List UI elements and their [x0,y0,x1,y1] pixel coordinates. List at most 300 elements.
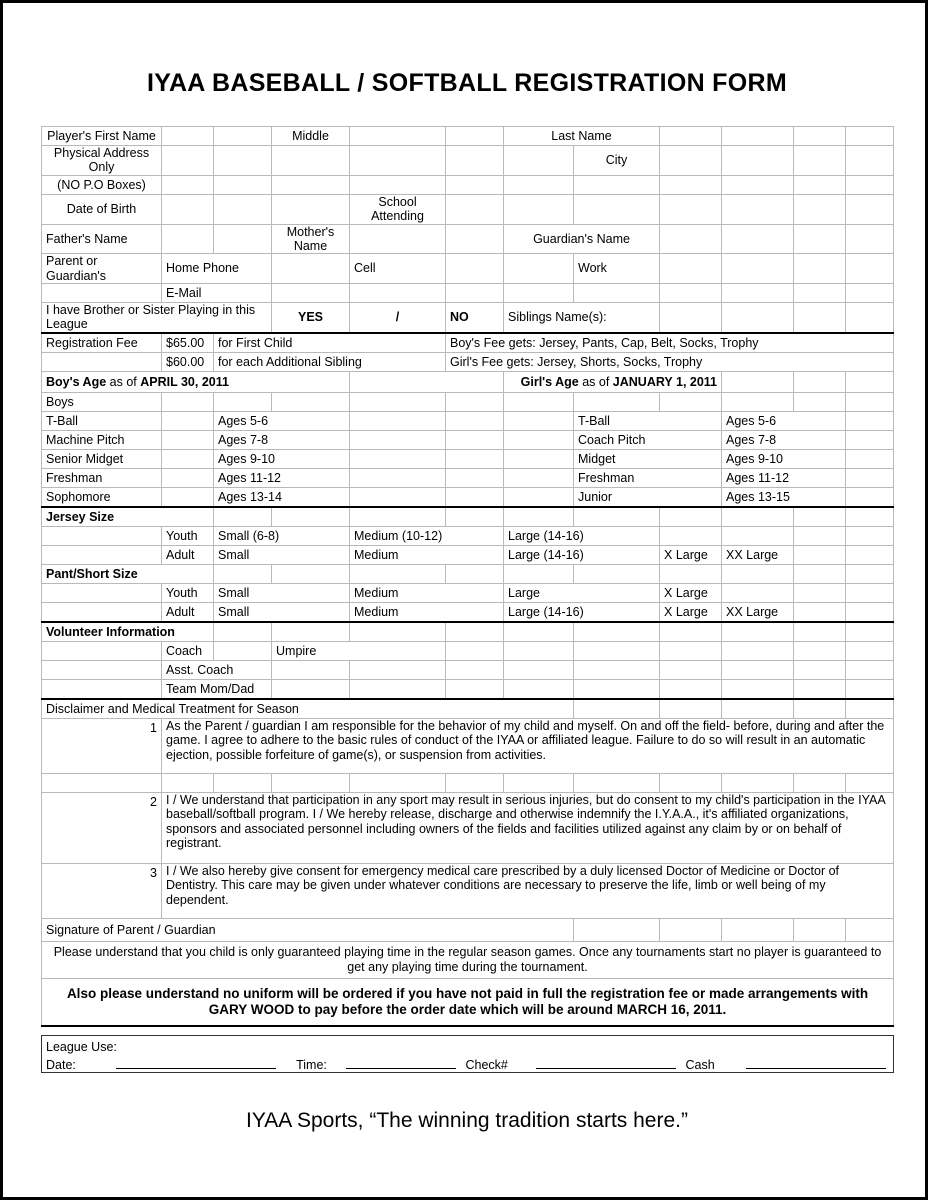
cell-input[interactable] [446,254,504,284]
pant-youth-xxl[interactable] [722,583,794,602]
jersey-youth-group: Youth [162,526,214,545]
boys-sub-pad1 [162,392,214,411]
work-input-4[interactable] [846,254,894,284]
city2-input-4[interactable] [846,175,894,194]
pant-youth-pad2 [794,583,846,602]
pant-adult-medium[interactable]: Medium [350,602,504,622]
girls-division-name[interactable]: T-Ball [574,411,722,430]
last-name-input-4[interactable] [846,127,894,146]
guardian-input[interactable] [660,224,722,254]
pant-head-pad9 [794,564,846,583]
disclaimer-text-1: As the Parent / guardian I am responsible for the behavior of my child and myself. On and off the field- before, during and after the game. I agree to adhere to the basic rules of conduct of the IYAA or affiliated league. Failure to do so will result in an automatic ejection, possible forfeiture of game(s), or suspension from activities. [162,718,894,773]
school-input[interactable] [446,194,504,224]
city-label-spacer [574,175,660,194]
pant-head-pad2 [272,564,350,583]
city-input-3[interactable] [794,146,846,176]
girls-division-name-4[interactable]: Freshman [574,468,722,487]
email-input-3[interactable] [446,284,504,303]
jersey-adult-group: Adult [162,545,214,564]
guardian-input-3[interactable] [794,224,846,254]
pant-youth-small[interactable]: Small [214,583,350,602]
address2-input-2[interactable] [214,175,272,194]
boys-division-checkbox[interactable] [162,411,214,430]
jersey-youth-pad [42,526,162,545]
vol-asst-pad2 [350,660,446,679]
age-heading-gap [350,371,504,392]
jersey-youth-small[interactable]: Small (6-8) [214,526,350,545]
dob-input-2[interactable] [214,194,272,224]
guardian-input-4[interactable] [846,224,894,254]
sig-input-3[interactable] [722,918,794,941]
jersey-head-pad9 [794,507,846,527]
boys-division-checkbox-5[interactable] [162,487,214,507]
sibling-text: for each Additional Sibling [214,352,446,371]
boys-sub-pad2 [214,392,272,411]
city2-input-2[interactable] [722,175,794,194]
disc-gap-10 [722,773,794,792]
pant-adult-xl[interactable]: X Large [660,602,722,622]
table-row-dob [42,194,894,224]
sig-input-1[interactable] [574,918,660,941]
vol-head-pad3 [350,622,446,642]
table-row-division-1 [42,411,894,430]
div5-pad2 [446,487,504,507]
boys-age-heading: Boy's Age as of APRIL 30, 2011 [42,371,350,392]
email-label: E-Mail [162,284,272,303]
email-input-6[interactable] [660,284,722,303]
siblings-names-label: Siblings Name(s): [504,303,660,333]
mother-input-2[interactable] [446,224,504,254]
pant-youth-group: Youth [162,583,214,602]
div3-pad2 [446,449,504,468]
vol-coach-pad6 [722,641,794,660]
boys-sub-pad9 [722,392,794,411]
home-phone-label: Home Phone [162,254,272,284]
girls-age-heading-pad [722,371,794,392]
vol-mom-pad4 [504,679,574,699]
table-row-pant-adult [42,602,894,622]
siblings-names-input-2[interactable] [722,303,794,333]
disc-head-pad5 [846,699,894,719]
league-use-heading: League Use: [46,1039,117,1054]
mother-input[interactable] [350,224,446,254]
email-input-5[interactable] [574,284,660,303]
league-cash-input[interactable] [742,1054,894,1073]
last-name-input[interactable] [660,127,722,146]
girls-age-heading-pad2 [794,371,846,392]
boys-division-ages-3: Ages 9-10 [214,449,350,468]
disc-gap-4 [272,773,350,792]
address-input-2[interactable] [214,146,272,176]
div4-pad4 [846,468,894,487]
school-input-5[interactable] [722,194,794,224]
city-input-2[interactable] [722,146,794,176]
school-input-3[interactable] [574,194,660,224]
vol-asst-check[interactable] [272,660,350,679]
boys-division-checkbox-2[interactable] [162,430,214,449]
sibling-amount: $60.00 [162,352,214,371]
mother-label: Mother's Name [272,224,350,254]
vol-mom-pad6 [660,679,722,699]
jersey-adult-xl[interactable]: X Large [660,545,722,564]
vol-mom-pad5 [574,679,660,699]
boys-sub-pad11 [846,392,894,411]
vol-asst-pad5 [574,660,660,679]
pant-head-pad5 [504,564,574,583]
boys-division-name-2[interactable]: Machine Pitch [42,430,162,449]
pant-youth-xl[interactable]: X Large [660,583,722,602]
pant-head-pad10 [846,564,894,583]
sig-input-2[interactable] [660,918,722,941]
league-check-label: Check# [465,1057,508,1072]
table-row-volunteer-asst [42,660,894,679]
div1-pad1 [350,411,446,430]
div3-pad3 [504,449,574,468]
pant-youth-medium[interactable]: Medium [350,583,504,602]
vol-coach-pad3 [504,641,574,660]
first-child-amount: $65.00 [162,333,214,353]
last-name-label: Last Name [504,127,660,146]
home-phone-input[interactable] [272,254,350,284]
jersey-adult-small[interactable]: Small [214,545,350,564]
vol-asst-pad8 [794,660,846,679]
div1-pad2 [446,411,504,430]
girls-division-ages-3: Ages 9-10 [722,449,846,468]
table-row-uniform-notice [42,978,894,1026]
pant-head-pad1 [214,564,272,583]
boys-division-checkbox-3[interactable] [162,449,214,468]
vol-mom-pad9 [846,679,894,699]
table-row-division-2 [42,430,894,449]
dob-input-3[interactable] [272,194,350,224]
dob-input[interactable] [162,194,214,224]
div4-pad2 [446,468,504,487]
city2-input-3[interactable] [794,175,846,194]
vol-asst-pad [42,660,162,679]
table-row-jersey-adult [42,545,894,564]
league-date-label: Date: [46,1057,76,1072]
pant-adult-pad [42,602,162,622]
address2-input-6[interactable] [504,175,574,194]
table-row-volunteer-coach [42,641,894,660]
disclaimer-heading: Disclaimer and Medical Treatment for Season [42,699,574,719]
pant-adult-pad2 [794,602,846,622]
vol-coach-pad7 [794,641,846,660]
girls-division-name-2[interactable]: Coach Pitch [574,430,722,449]
email-input-4[interactable] [504,284,574,303]
address-label-line2: (NO P.O Boxes) [42,175,162,194]
pant-adult-small[interactable]: Small [214,602,350,622]
playing-time-notice: Please understand that you child is only guaranteed playing time in the regular season games. Once any tournaments start no player is guaranteed to get any playing time during the tournament. [42,941,894,978]
div2-pad1 [350,430,446,449]
first-name-input-2[interactable] [214,127,272,146]
vol-head-pad4 [446,622,504,642]
work-input-2[interactable] [722,254,794,284]
last-name-input-3[interactable] [794,127,846,146]
father-input[interactable] [162,224,214,254]
form-content [41,21,893,1133]
jersey-youth-pad3 [846,526,894,545]
disc-head-pad1 [574,699,660,719]
sig-input-5[interactable] [846,918,894,941]
city2-input[interactable] [660,175,722,194]
volunteer-role-asst-coach[interactable]: Asst. Coach [162,660,272,679]
vol-mom-pad3 [446,679,504,699]
div3-pad4 [846,449,894,468]
pant-youth-large[interactable]: Large [504,583,660,602]
jersey-adult-medium[interactable]: Medium [350,545,504,564]
league-check-input[interactable] [532,1054,682,1073]
address-input-5[interactable] [446,146,504,176]
table-row-division-3 [42,449,894,468]
work-input-3[interactable] [794,254,846,284]
work-label: Work [574,254,660,284]
jersey-head-pad3 [350,507,446,527]
jersey-adult-pad2 [794,545,846,564]
pant-head-pad6 [574,564,660,583]
jersey-head-pad6 [574,507,660,527]
yes-option[interactable]: YES [272,303,350,333]
address2-input-4[interactable] [350,175,446,194]
table-row-pant-youth [42,583,894,602]
vol-head-pad8 [722,622,794,642]
jersey-youth-xl[interactable] [660,526,722,545]
middle-label: Middle [272,127,350,146]
guardian-input-2[interactable] [722,224,794,254]
boys-division-ages-2: Ages 7-8 [214,430,350,449]
pant-head-pad4 [446,564,504,583]
disclaimer-number-1: 1 [42,718,162,773]
jersey-adult-large[interactable]: Large (14-16) [504,545,660,564]
pant-youth-pad [42,583,162,602]
vol-head-pad10 [846,622,894,642]
page-title: IYAA BASEBALL / SOFTBALL REGISTRATION FORM [147,69,787,97]
vol-coach-pad2[interactable] [446,641,504,660]
jersey-youth-medium[interactable]: Medium (10-12) [350,526,504,545]
vol-head-pad7 [660,622,722,642]
table-row-disclaimer-2 [42,792,894,863]
disclaimer-number-3: 3 [42,863,162,918]
pant-adult-xxl[interactable]: XX Large [722,602,794,622]
table-row-jersey-heading [42,507,894,527]
siblings-names-input[interactable] [660,303,722,333]
table-row-fee-first [42,333,894,353]
jersey-youth-xxl[interactable] [722,526,794,545]
school-input-6[interactable] [794,194,846,224]
league-use-heading-row [42,1035,894,1054]
disc-gap-2 [162,773,214,792]
city-label: City [574,146,660,176]
disc-gap-9 [660,773,722,792]
uniform-notice: Also please understand no uniform will be ordered if you have not paid in full the registration fee or made arrangements with GARY WOOD to pay before the order date which will be around MARCH 16, 2011. [42,978,894,1026]
school-input-2[interactable] [504,194,574,224]
email-input-9[interactable] [846,284,894,303]
boys-division-name-3[interactable]: Senior Midget [42,449,162,468]
div4-pad3 [504,468,574,487]
signature-label: Signature of Parent / Guardian [42,918,574,941]
jersey-head-pad8 [722,507,794,527]
vol-head-pad9 [794,622,846,642]
div1-pad3 [504,411,574,430]
boys-sub-pad5 [446,392,504,411]
table-row-address-2 [42,175,894,194]
guardian-label: Guardian's Name [504,224,660,254]
div5-pad4 [846,487,894,507]
disc-head-pad3 [722,699,794,719]
vol-mom-pad [42,679,162,699]
boys-division-checkbox-4[interactable] [162,468,214,487]
boys-sub-pad8 [660,392,722,411]
boys-sub-pad6 [504,392,574,411]
table-row-disclaimer-heading [42,699,894,719]
address-input-4[interactable] [350,146,446,176]
table-row-volunteer-heading [42,622,894,642]
address2-input-3[interactable] [272,175,350,194]
volunteer-heading: Volunteer Information [42,622,214,642]
disc-gap-6 [446,773,504,792]
city-input-4[interactable] [846,146,894,176]
vol-asst-pad6 [660,660,722,679]
volunteer-umpire[interactable]: Umpire [272,641,446,660]
page-footer: IYAA Sports, “The winning tradition starts here.” [246,1108,688,1132]
table-row-disclaimer-3 [42,863,894,918]
girls-age-heading: Girl's Age as of JANUARY 1, 2011 [504,371,722,392]
school-input-4[interactable] [660,194,722,224]
boys-division-name-4[interactable]: Freshman [42,468,162,487]
jersey-youth-pad2 [794,526,846,545]
jersey-adult-xxl[interactable]: XX Large [722,545,794,564]
no-option[interactable]: NO [446,303,504,333]
league-use-box [41,1035,894,1073]
div3-pad1 [350,449,446,468]
disc-gap-3 [214,773,272,792]
vol-coach-check[interactable] [214,641,272,660]
vol-coach-pad4 [574,641,660,660]
disc-gap-8 [574,773,660,792]
vol-head-pad6 [574,622,660,642]
school-input-7[interactable] [846,194,894,224]
table-row-fee-sibling [42,352,894,371]
siblings-names-input-3[interactable] [794,303,846,333]
first-name-label: Player's First Name [42,127,162,146]
father-label: Father's Name [42,224,162,254]
address-input-6[interactable] [504,146,574,176]
dob-label: Date of Birth [42,194,162,224]
address-input[interactable] [162,146,214,176]
middle-input-2[interactable] [446,127,504,146]
table-row-player-name [42,127,894,146]
volunteer-role-coach[interactable]: Coach [162,641,214,660]
girls-division-name-3[interactable]: Midget [574,449,722,468]
jersey-head-pad4 [446,507,504,527]
vol-mom-pad8 [794,679,846,699]
city-input[interactable] [660,146,722,176]
fee-blank [42,352,162,371]
boys-division-ages: Ages 5-6 [214,411,350,430]
email-input-7[interactable] [722,284,794,303]
vol-mom-check[interactable] [272,679,350,699]
email-input[interactable] [272,284,350,303]
sig-input-4[interactable] [794,918,846,941]
vol-asst-pad7 [722,660,794,679]
disclaimer-text-3: I / We also hereby give consent for emergency medical care prescribed by a duly licensed Doctor of Medicine or Doctor of Dentistry. This care may be given under whatever conditions are necessary to preserve the life, limb or well being of my dependent. [162,863,894,918]
table-row-signature [42,918,894,941]
last-name-input-2[interactable] [722,127,794,146]
address2-input[interactable] [162,175,214,194]
boys-sub-pad10 [794,392,846,411]
volunteer-role-team-mom-dad[interactable]: Team Mom/Dad [162,679,272,699]
vol-mom-pad7 [722,679,794,699]
div2-pad4 [846,430,894,449]
table-row-boys-subheading [42,392,894,411]
boys-division-name-5[interactable]: Sophomore [42,487,162,507]
table-row-division-4 [42,468,894,487]
disclaimer-text-2: I / We understand that participation in any sport may result in serious injuries, but do consent to my child's participation in the IYAA baseball/softball program. I / We hereby release, discharge and otherwise indemnify the I.Y.A.A., it's affiliated organizations, sponsors and associated personnel including owners of the fields and facilities utilized against any claim by or on behalf of registrant. [162,792,894,863]
sibling-question-label: I have Brother or Sister Playing in this League [42,303,272,333]
girls-division-ages-4: Ages 11-12 [722,468,846,487]
girls-division-ages-2: Ages 7-8 [722,430,846,449]
boys-subheading: Boys [42,392,162,411]
table-row-playing-time-notice [42,941,894,978]
div5-pad3 [504,487,574,507]
jersey-size-heading: Jersey Size [42,507,214,527]
cell-input-2[interactable] [504,254,574,284]
first-name-input[interactable] [162,127,214,146]
boys-sub-pad7 [574,392,660,411]
league-time-input[interactable] [342,1054,462,1073]
league-date-input[interactable] [112,1054,282,1073]
pant-head-pad8 [722,564,794,583]
vol-asst-pad9 [846,660,894,679]
siblings-names-input-4[interactable] [846,303,894,333]
address2-input-5[interactable] [446,175,504,194]
disc-gap-5 [350,773,446,792]
address-input-3[interactable] [272,146,350,176]
middle-input[interactable] [350,127,446,146]
table-row-email [42,284,894,303]
boys-division-name[interactable]: T-Ball [42,411,162,430]
vol-head-pad5 [504,622,574,642]
boys-sub-pad4 [350,392,446,411]
league-use-fields-row [42,1054,894,1073]
jersey-head-pad5 [504,507,574,527]
parent-guardian-label-spacer [42,284,162,303]
table-row-phones [42,254,894,284]
table-row-address-1 [42,146,894,176]
pant-size-heading: Pant/Short Size [42,564,214,583]
pant-adult-large[interactable]: Large (14-16) [504,602,660,622]
registration-fee-label: Registration Fee [42,333,162,353]
table-row-disclaimer-gap-1 [42,773,894,792]
disc-gap-7 [504,773,574,792]
vol-coach-pad5 [660,641,722,660]
table-row-disclaimer-1 [42,718,894,773]
girls-division-name-5[interactable]: Junior [574,487,722,507]
jersey-adult-pad3 [846,545,894,564]
jersey-youth-large[interactable]: Large (14-16) [504,526,660,545]
boys-division-ages-5: Ages 13-14 [214,487,350,507]
table-row-jersey-youth [42,526,894,545]
email-input-8[interactable] [794,284,846,303]
email-input-2[interactable] [350,284,446,303]
vol-head-pad1 [214,622,272,642]
father-input-2[interactable] [214,224,272,254]
disc-gap-12 [846,773,894,792]
work-input[interactable] [660,254,722,284]
registration-table [41,126,894,1027]
div2-pad3 [504,430,574,449]
jersey-head-pad10 [846,507,894,527]
